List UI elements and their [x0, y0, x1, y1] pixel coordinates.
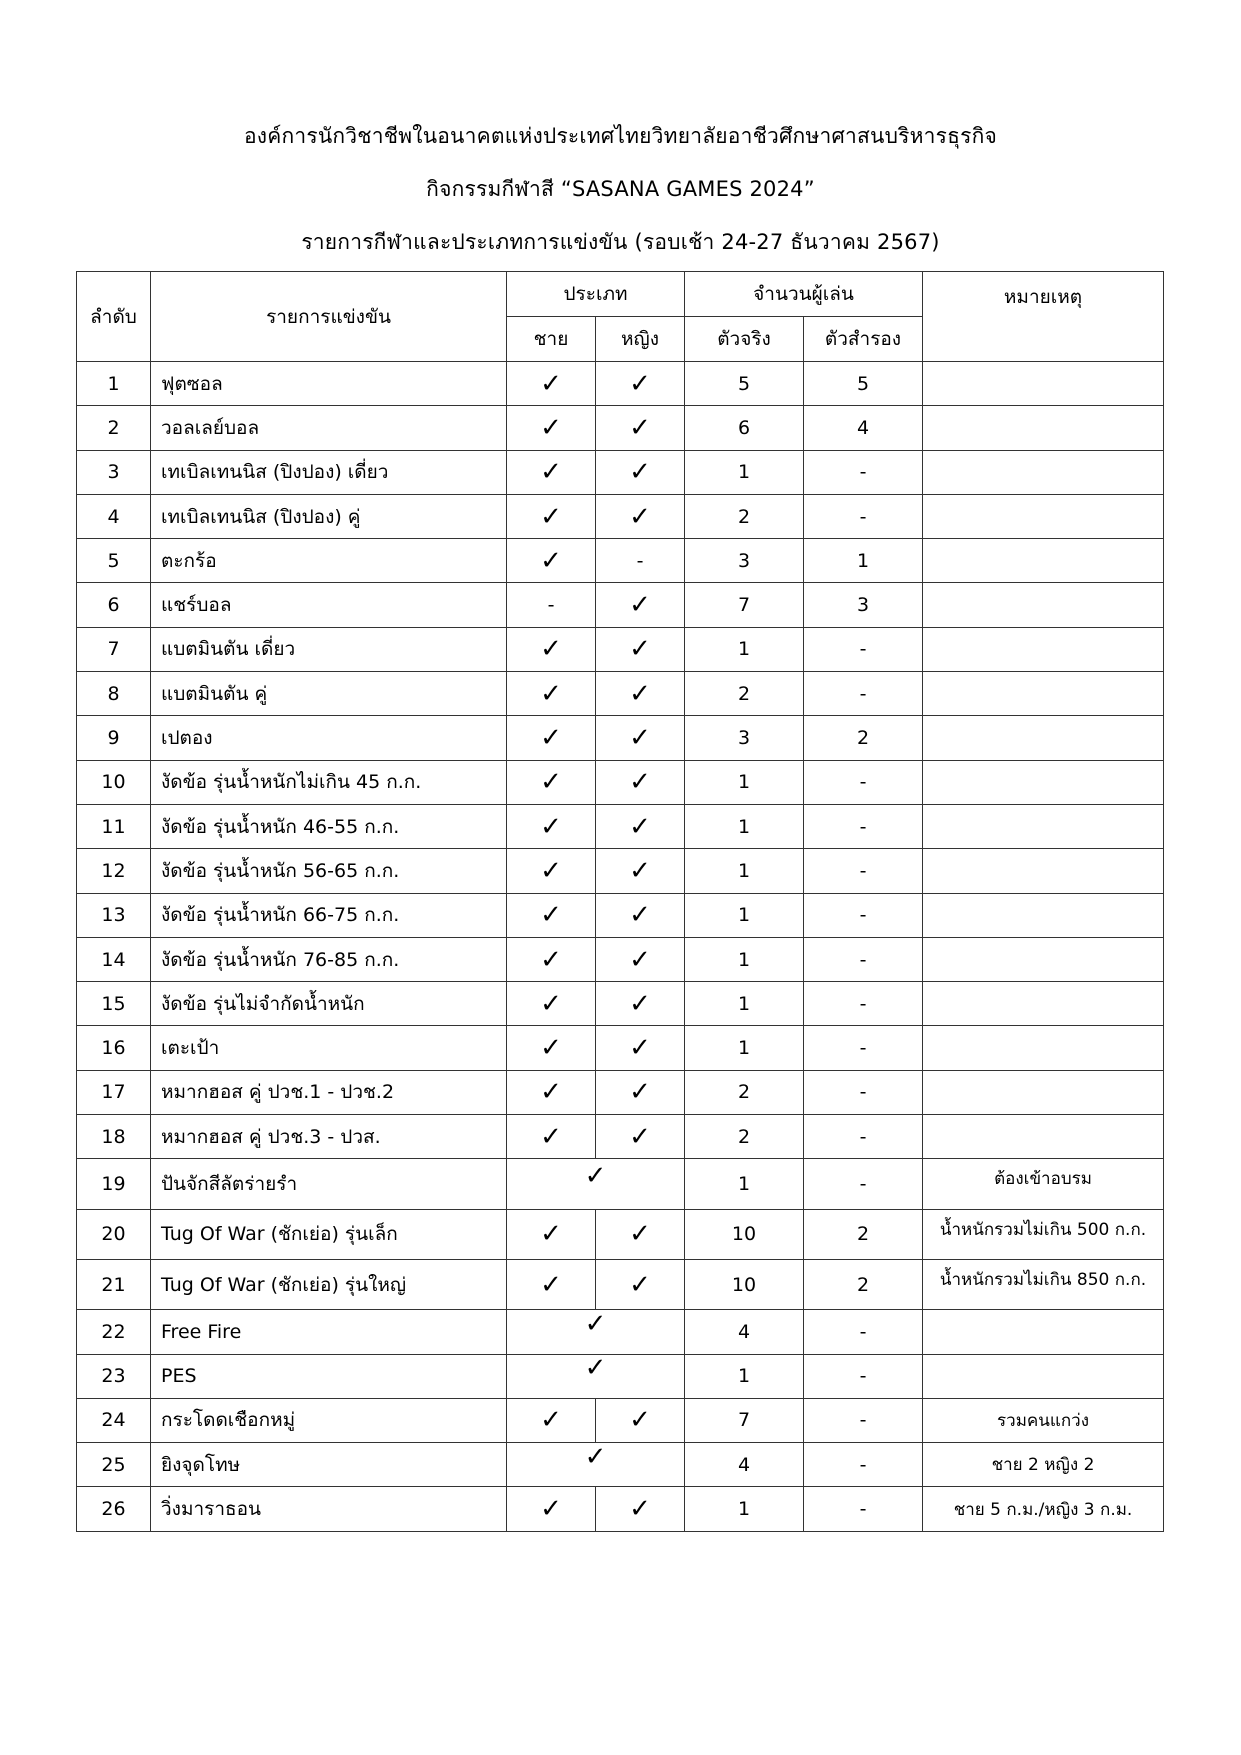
- type-female: [596, 1259, 685, 1309]
- dash-mark: -: [547, 594, 555, 617]
- type-female: [596, 406, 685, 450]
- table-row: [77, 1259, 1164, 1309]
- check-icon: ✓: [629, 811, 651, 842]
- type-female: [596, 760, 685, 804]
- players-main: 1: [685, 849, 804, 893]
- note: [923, 893, 1164, 937]
- note: [923, 1070, 1164, 1114]
- type-female: [596, 1070, 685, 1114]
- type-male: [507, 627, 596, 671]
- table-row: [77, 760, 1164, 804]
- note: น้ำหนักรวมไม่เกิน 850 ก.ก.: [923, 1259, 1164, 1309]
- row-number: 17: [77, 1070, 151, 1114]
- event-name: PES: [151, 1354, 507, 1398]
- header-type: ประเภท: [507, 272, 685, 317]
- document-title: องค์การนักวิชาชีพในอนาคตแห่งประเทศไทยวิทยาลัยอาชีวศึกษาศาสนบริหารธุรกิจ: [243, 124, 998, 148]
- check-icon: ✓: [629, 1405, 651, 1436]
- players-main: 3: [685, 716, 804, 760]
- event-name: เทเบิลเทนนิส (ปิงปอง) เดี่ยว: [151, 450, 507, 494]
- header-players: จำนวนผู้เล่น: [685, 272, 923, 317]
- players-reserve: -: [804, 1443, 923, 1487]
- note: [923, 672, 1164, 716]
- event-name: งัดข้อ รุ่นน้ำหนักไม่เกิน 45 ก.ก.: [151, 760, 507, 804]
- note: [923, 1354, 1164, 1398]
- check-icon: ✓: [540, 944, 562, 975]
- row-number: 14: [77, 937, 151, 981]
- event-name: เปตอง: [151, 716, 507, 760]
- players-main: 2: [685, 1115, 804, 1159]
- event-name: งัดข้อ รุ่นไม่จำกัดน้ำหนัก: [151, 982, 507, 1026]
- header-female: หญิง: [596, 317, 685, 362]
- note: [923, 406, 1164, 450]
- players-main: 1: [685, 1487, 804, 1531]
- players-main: 7: [685, 583, 804, 627]
- type-male: [507, 583, 596, 627]
- players-reserve: -: [804, 672, 923, 716]
- players-reserve: -: [804, 893, 923, 937]
- players-reserve: -: [804, 804, 923, 848]
- players-main: 2: [685, 672, 804, 716]
- players-reserve: -: [804, 937, 923, 981]
- check-icon: ✓: [629, 501, 651, 532]
- check-icon: ✓: [540, 412, 562, 443]
- check-icon: ✓: [540, 1494, 562, 1525]
- check-icon: ✓: [629, 1121, 651, 1152]
- check-icon: ✓: [629, 590, 651, 621]
- type-female: [596, 627, 685, 671]
- note: ชาย 5 ก.ม./หญิง 3 ก.ม.: [923, 1487, 1164, 1531]
- event-name: แบตมินตัน เดี่ยว: [151, 627, 507, 671]
- note: [923, 627, 1164, 671]
- table-row: [77, 583, 1164, 627]
- check-icon: ✓: [629, 988, 651, 1019]
- row-number: 20: [77, 1209, 151, 1259]
- table-row: [77, 362, 1164, 406]
- note: [923, 937, 1164, 981]
- players-reserve: -: [804, 1159, 923, 1209]
- header-order: ลำดับ: [77, 272, 151, 362]
- type-male: [507, 362, 596, 406]
- check-icon: ✓: [629, 1219, 651, 1250]
- table-body: [77, 362, 1164, 1532]
- check-icon: ✓: [584, 1442, 607, 1472]
- row-number: 23: [77, 1354, 151, 1398]
- note: [923, 804, 1164, 848]
- players-reserve: 1: [804, 539, 923, 583]
- check-icon: ✓: [629, 412, 651, 443]
- table-row: [77, 406, 1164, 450]
- note: [923, 494, 1164, 538]
- event-name: หมากฮอส คู่ ปวช.1 - ปวช.2: [151, 1070, 507, 1114]
- type-female: [596, 1115, 685, 1159]
- header-event: รายการแข่งขัน: [151, 272, 507, 362]
- event-name: ตะกร้อ: [151, 539, 507, 583]
- type-female: [596, 1398, 685, 1442]
- players-reserve: 4: [804, 406, 923, 450]
- check-icon: ✓: [540, 1077, 562, 1108]
- event-name: ฟุตซอล: [151, 362, 507, 406]
- type-female: [596, 494, 685, 538]
- table-row: [77, 539, 1164, 583]
- players-main: 1: [685, 1159, 804, 1209]
- type-female: [596, 583, 685, 627]
- players-main: 1: [685, 982, 804, 1026]
- players-reserve: -: [804, 1398, 923, 1442]
- table-row: [77, 849, 1164, 893]
- players-reserve: -: [804, 1354, 923, 1398]
- note: ชาย 2 หญิง 2: [923, 1443, 1164, 1487]
- row-number: 22: [77, 1310, 151, 1354]
- check-icon: ✓: [629, 944, 651, 975]
- row-number: 11: [77, 804, 151, 848]
- type-male: [507, 494, 596, 538]
- type-male: [507, 1487, 596, 1531]
- type-combined: [507, 1354, 685, 1398]
- table-row: [77, 1070, 1164, 1114]
- row-number: 10: [77, 760, 151, 804]
- header-male: ชาย: [507, 317, 596, 362]
- note: ต้องเข้าอบรม: [923, 1159, 1164, 1209]
- players-reserve: 2: [804, 1209, 923, 1259]
- players-main: 1: [685, 627, 804, 671]
- event-name: แบตมินตัน คู่: [151, 672, 507, 716]
- check-icon: ✓: [629, 1269, 651, 1300]
- players-reserve: -: [804, 760, 923, 804]
- table-row: [77, 1398, 1164, 1442]
- event-name: เตะเป้า: [151, 1026, 507, 1070]
- type-male: [507, 1209, 596, 1259]
- check-icon: ✓: [540, 1033, 562, 1064]
- table-row: [77, 672, 1164, 716]
- check-icon: ✓: [629, 368, 651, 399]
- check-icon: ✓: [540, 501, 562, 532]
- check-icon: ✓: [629, 1077, 651, 1108]
- check-icon: ✓: [629, 1033, 651, 1064]
- players-main: 10: [685, 1259, 804, 1309]
- event-name: งัดข้อ รุ่นน้ำหนัก 66-75 ก.ก.: [151, 893, 507, 937]
- note: น้ำหนักรวมไม่เกิน 500 ก.ก.: [923, 1209, 1164, 1259]
- check-icon: ✓: [540, 1121, 562, 1152]
- check-icon: ✓: [629, 678, 651, 709]
- check-icon: ✓: [540, 1405, 562, 1436]
- note: [923, 450, 1164, 494]
- players-main: 1: [685, 937, 804, 981]
- type-combined: [507, 1310, 685, 1354]
- players-reserve: -: [804, 1487, 923, 1531]
- players-reserve: 2: [804, 1259, 923, 1309]
- type-female: [596, 1026, 685, 1070]
- players-reserve: -: [804, 627, 923, 671]
- row-number: 4: [77, 494, 151, 538]
- players-reserve: -: [804, 1115, 923, 1159]
- row-number: 9: [77, 716, 151, 760]
- players-main: 2: [685, 1070, 804, 1114]
- type-male: [507, 672, 596, 716]
- note: [923, 1310, 1164, 1354]
- players-main: 10: [685, 1209, 804, 1259]
- row-number: 19: [77, 1159, 151, 1209]
- check-icon: ✓: [540, 1269, 562, 1300]
- note: [923, 982, 1164, 1026]
- check-icon: ✓: [629, 767, 651, 798]
- event-name: เทเบิลเทนนิส (ปิงปอง) คู่: [151, 494, 507, 538]
- players-main: 1: [685, 1026, 804, 1070]
- header-reserve: ตัวสำรอง: [804, 317, 923, 362]
- players-main: 3: [685, 539, 804, 583]
- type-male: [507, 982, 596, 1026]
- type-male: [507, 406, 596, 450]
- table-row: [77, 893, 1164, 937]
- type-male: [507, 1070, 596, 1114]
- table-row: [77, 1026, 1164, 1070]
- row-number: 2: [77, 406, 151, 450]
- document-subtitle: กิจกรรมกีฬาสี “SASANA GAMES 2024”: [426, 177, 815, 201]
- events-table: [76, 271, 1164, 1532]
- players-reserve: -: [804, 450, 923, 494]
- players-reserve: -: [804, 849, 923, 893]
- table-row: [77, 627, 1164, 671]
- table-row: [77, 494, 1164, 538]
- type-female: [596, 804, 685, 848]
- check-icon: ✓: [540, 457, 562, 488]
- players-reserve: 2: [804, 716, 923, 760]
- note: [923, 539, 1164, 583]
- table-row: [77, 450, 1164, 494]
- check-icon: ✓: [540, 545, 562, 576]
- event-name: กระโดดเชือกหมู่: [151, 1398, 507, 1442]
- players-reserve: 3: [804, 583, 923, 627]
- type-female: [596, 450, 685, 494]
- note: [923, 760, 1164, 804]
- check-icon: ✓: [629, 634, 651, 665]
- players-reserve: -: [804, 494, 923, 538]
- event-name: งัดข้อ รุ่นน้ำหนัก 56-65 ก.ก.: [151, 849, 507, 893]
- check-icon: ✓: [584, 1160, 607, 1191]
- type-male: [507, 804, 596, 848]
- table-row: [77, 1159, 1164, 1209]
- type-male: [507, 539, 596, 583]
- check-icon: ✓: [540, 368, 562, 399]
- event-name: งัดข้อ รุ่นน้ำหนัก 76-85 ก.ก.: [151, 937, 507, 981]
- row-number: 13: [77, 893, 151, 937]
- check-icon: ✓: [540, 1219, 562, 1250]
- row-number: 3: [77, 450, 151, 494]
- row-number: 1: [77, 362, 151, 406]
- note: [923, 716, 1164, 760]
- table-row: [77, 937, 1164, 981]
- table-row: [77, 1487, 1164, 1531]
- note: [923, 362, 1164, 406]
- dash-mark: -: [636, 549, 644, 572]
- players-main: 7: [685, 1398, 804, 1442]
- event-name: Tug Of War (ชักเย่อ) รุ่นใหญ่: [151, 1259, 507, 1309]
- check-icon: ✓: [540, 855, 562, 886]
- type-female: [596, 1487, 685, 1531]
- table-row: [77, 982, 1164, 1026]
- type-female: [596, 672, 685, 716]
- check-icon: ✓: [540, 767, 562, 798]
- type-male: [507, 1398, 596, 1442]
- row-number: 18: [77, 1115, 151, 1159]
- type-male: [507, 1259, 596, 1309]
- check-icon: ✓: [540, 634, 562, 665]
- row-number: 5: [77, 539, 151, 583]
- players-main: 5: [685, 362, 804, 406]
- row-number: 8: [77, 672, 151, 716]
- event-name: หมากฮอส คู่ ปวช.3 - ปวส.: [151, 1115, 507, 1159]
- table-row: [77, 1115, 1164, 1159]
- players-reserve: -: [804, 982, 923, 1026]
- event-name: แชร์บอล: [151, 583, 507, 627]
- check-icon: ✓: [540, 811, 562, 842]
- players-main: 2: [685, 494, 804, 538]
- type-female: [596, 937, 685, 981]
- check-icon: ✓: [540, 678, 562, 709]
- type-female: [596, 362, 685, 406]
- players-main: 1: [685, 760, 804, 804]
- type-female: [596, 716, 685, 760]
- check-icon: ✓: [629, 457, 651, 488]
- players-reserve: -: [804, 1026, 923, 1070]
- type-combined: [507, 1159, 685, 1209]
- type-female: [596, 849, 685, 893]
- players-main: 4: [685, 1310, 804, 1354]
- note: [923, 1115, 1164, 1159]
- row-number: 15: [77, 982, 151, 1026]
- type-male: [507, 716, 596, 760]
- players-main: 4: [685, 1443, 804, 1487]
- table-row: [77, 1354, 1164, 1398]
- check-icon: ✓: [540, 723, 562, 754]
- header-main: ตัวจริง: [685, 317, 804, 362]
- event-name: Free Fire: [151, 1310, 507, 1354]
- row-number: 24: [77, 1398, 151, 1442]
- type-male: [507, 760, 596, 804]
- event-name: วิ่งมาราธอน: [151, 1487, 507, 1531]
- document-heading: รายการกีฬาและประเภทการแข่งขัน (รอบเช้า 24-27 ธันวาคม 2567): [301, 230, 940, 254]
- type-female: [596, 1209, 685, 1259]
- players-reserve: -: [804, 1070, 923, 1114]
- check-icon: ✓: [629, 900, 651, 931]
- event-name: ปันจักสีลัตร่ายรำ: [151, 1159, 507, 1209]
- type-male: [507, 893, 596, 937]
- type-male: [507, 849, 596, 893]
- players-reserve: 5: [804, 362, 923, 406]
- row-number: 16: [77, 1026, 151, 1070]
- check-icon: ✓: [629, 855, 651, 886]
- type-male: [507, 1026, 596, 1070]
- note: [923, 1026, 1164, 1070]
- check-icon: ✓: [540, 900, 562, 931]
- players-main: 1: [685, 1354, 804, 1398]
- event-name: Tug Of War (ชักเย่อ) รุ่นเล็ก: [151, 1209, 507, 1259]
- type-female: [596, 539, 685, 583]
- row-number: 7: [77, 627, 151, 671]
- table-row: [77, 716, 1164, 760]
- check-icon: ✓: [584, 1309, 607, 1339]
- players-main: 1: [685, 804, 804, 848]
- players-main: 1: [685, 893, 804, 937]
- check-icon: ✓: [540, 988, 562, 1019]
- row-number: 12: [77, 849, 151, 893]
- event-name: วอลเลย์บอล: [151, 406, 507, 450]
- table-row: [77, 1443, 1164, 1487]
- type-male: [507, 1115, 596, 1159]
- check-icon: ✓: [584, 1354, 607, 1384]
- type-female: [596, 982, 685, 1026]
- players-main: 1: [685, 450, 804, 494]
- check-icon: ✓: [629, 723, 651, 754]
- table-row: [77, 1209, 1164, 1259]
- row-number: 21: [77, 1259, 151, 1309]
- players-reserve: -: [804, 1310, 923, 1354]
- type-male: [507, 450, 596, 494]
- row-number: 6: [77, 583, 151, 627]
- note: [923, 583, 1164, 627]
- table-row: [77, 1310, 1164, 1354]
- event-name: ยิงจุดโทษ: [151, 1443, 507, 1487]
- row-number: 25: [77, 1443, 151, 1487]
- header-note: หมายเหตุ: [923, 272, 1164, 362]
- check-icon: ✓: [629, 1494, 651, 1525]
- note: [923, 849, 1164, 893]
- table-row: [77, 804, 1164, 848]
- note: รวมคนแกว่ง: [923, 1398, 1164, 1442]
- type-combined: [507, 1443, 685, 1487]
- event-name: งัดข้อ รุ่นน้ำหนัก 46-55 ก.ก.: [151, 804, 507, 848]
- type-female: [596, 893, 685, 937]
- players-main: 6: [685, 406, 804, 450]
- row-number: 26: [77, 1487, 151, 1531]
- type-male: [507, 937, 596, 981]
